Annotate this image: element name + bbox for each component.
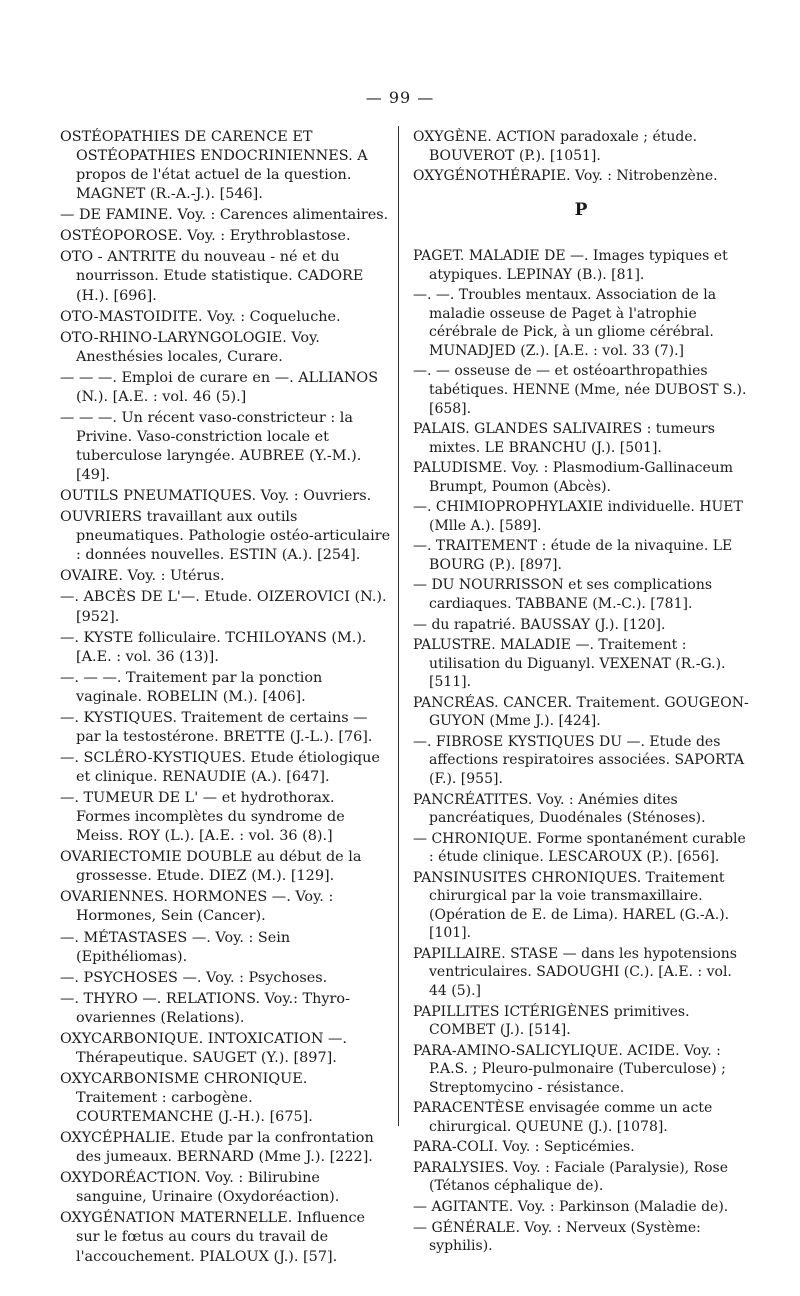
- section-letter: P: [574, 199, 588, 220]
- index-entry: OXYGÈNE. ACTION paradoxale ; étude. BOUVEROT (P.). [1051].: [413, 129, 698, 164]
- index-entry: — — —. Un récent vaso-constricteur : la Privine. Vaso-constriction locale et tuberculose laryngée. AUBREE (Y.-M.). [49].: [60, 409, 362, 484]
- index-entry: PAPILLITES ICTÉRIGÈNES primitives. COMBET (J.). [514].: [413, 1003, 690, 1039]
- index-entry: —. KYSTIQUES. Traitement de certains — par la testostérone. BRETTE (J.-L.). [76].: [60, 709, 373, 745]
- index-entry: —. —. Troubles mentaux. Association de la maladie osseuse de Paget à l'atrophie cérébrale de Pick, à un gliome cérébral. MUNADJED (Z.). [A.E. : vol. 33 (7).]: [413, 287, 717, 359]
- index-entry: PARA-AMINO-SALICYLIQUE. ACIDE. Voy. : P.A.S. ; Pleuro-pulmonaire (Tuberculose) ; Streptomycino - résistance.: [413, 1042, 726, 1096]
- index-entry: —. PSYCHOSES —. Voy. : Psychoses.: [60, 969, 328, 986]
- index-entry: OUTILS PNEUMATIQUES. Voy. : Ouvriers.: [60, 488, 372, 505]
- index-entry: OTO-RHINO-LARYNGOLOGIE. Voy. Anesthésies locales, Curare.: [60, 329, 320, 365]
- index-entry: OXYGÉNATION MATERNELLE. Influence sur le fœtus au cours du travail de l'accouchement. PIALOUX (J.). [57].: [60, 1210, 366, 1265]
- index-entry: — GÉNÉRALE. Voy. : Nerveux (Système: syphilis).: [413, 1219, 701, 1255]
- column-divider: [398, 126, 399, 1126]
- index-entry: OXYCARBONISME CHRONIQUE. Traitement : carbogène. COURTEMANCHE (J.-H.). [675].: [60, 1070, 313, 1126]
- index-entry: PANCRÉAS. CANCER. Traitement. GOUGEON-GUYON (Mme J.). [424].: [413, 694, 749, 730]
- index-entry: PARALYSIES. Voy. : Faciale (Paralysie), Rose (Tétanos céphalique de).: [413, 1159, 729, 1195]
- index-entry: OXYGÉNOTHÉRAPIE. Voy. : Nitrobenzène.: [413, 168, 718, 185]
- index-entry: OSTÉOPOROSE. Voy. : Erythroblastose.: [60, 228, 351, 245]
- right-column: [413, 128, 749, 1258]
- index-entry: — AGITANTE. Voy. : Parkinson (Maladie de).: [413, 1198, 729, 1215]
- index-entry: PARACENTÈSE envisagée comme un acte chirurgical. QUEUNE (J.). [1078].: [413, 1100, 713, 1135]
- index-entry: —. KYSTE folliculaire. TCHILOYANS (M.). [A.E. : vol. 36 (13)].: [60, 629, 367, 665]
- index-entry: —. — —. Traitement par la ponction vaginale. ROBELIN (M.). [406].: [60, 669, 323, 705]
- index-entry: PALUDISME. Voy. : Plasmodium-Gallinaceum Brumpt, Poumon (Abcès).: [413, 460, 734, 495]
- index-entry: — DE FAMINE. Voy. : Carences alimentaires.: [60, 207, 389, 224]
- index-entry: PARA-COLI. Voy. : Septicémies.: [413, 1139, 635, 1156]
- index-entry: PANSINUSITES CHRONIQUES. Traitement chirurgical par la voie transmaxillaire. (Opération de E. de Lima). HAREL (G.-A.). [101].: [413, 869, 730, 942]
- index-entry: OTO - ANTRITE du nouveau - né et du nourrisson. Etude statistique. CADORE (H.). [696].: [60, 249, 364, 304]
- index-entry: OTO-MASTOIDITE. Voy. : Coqueluche.: [60, 308, 341, 325]
- index-entry: OXYCÉPHALIE. Etude par la confrontation des jumeaux. BERNARD (Mme J.). [222].: [60, 1130, 374, 1166]
- index-entry: OVAIRE. Voy. : Utérus.: [60, 568, 225, 585]
- index-entry: —. TUMEUR DE L' — et hydrothorax. Formes incomplètes du syndrome de Meiss. ROY (L.). [A.E. : vol. 36 (8).]: [60, 790, 345, 845]
- index-entry: OXYDORÉACTION. Voy. : Bilirubine sanguine, Urinaire (Oxydoréaction).: [60, 1170, 340, 1206]
- index-entry: OVARIENNES. HORMONES —. Voy. : Hormones, Sein (Cancer).: [60, 889, 334, 925]
- index-entry: OVARIECTOMIE DOUBLE au début de la grossesse. Etude. DIEZ (M.). [129].: [60, 849, 362, 885]
- index-entry: — DU NOURRISSON et ses complications cardiaques. TABBANE (M.-C.). [781].: [413, 577, 713, 613]
- index-entry: —. TRAITEMENT : étude de la nivaquine. LE BOURG (P.). [897].: [413, 538, 733, 573]
- index-entry: PANCRÉATITES. Voy. : Anémies dites pancréatiques, Duodénales (Sténoses).: [413, 791, 706, 827]
- index-entry: PAPILLAIRE. STASE — dans les hypotensions ventriculaires. SADOUGHI (C.). [A.E. : vol. 44 (5).]: [413, 945, 737, 999]
- left-column: [60, 128, 392, 1269]
- index-entry: OXYCARBONIQUE. INTOXICATION —. Thérapeutique. SAUGET (Y.). [897].: [60, 1030, 347, 1066]
- index-entry: PAGET. MALADIE DE —. Images typiques et atypiques. LEPINAY (B.). [81].: [413, 248, 728, 283]
- right-column-bottom-entries: [413, 247, 749, 1255]
- index-entry: —. FIBROSE KYSTIQUES DU —. Etude des affections respiratoires associées. SAPORTA (F.). [955].: [413, 733, 745, 787]
- index-entry: OSTÉOPATHIES DE CARENCE ET OSTÉOPATHIES ENDOCRINIENNES. A propos de l'état actuel de la question. MAGNET (R.-A.-J.). [546].: [60, 129, 368, 203]
- index-entry: OUVRIERS travaillant aux outils pneumatiques. Pathologie ostéo-articulaire : données nouvelles. ESTIN (A.). [254].: [60, 509, 391, 564]
- index-entry: —. SCLÉRO-KYSTIQUES. Etude étiologique et clinique. RENAUDIE (A.). [647].: [60, 749, 380, 785]
- index-entry: —. CHIMIOPROPHYLAXIE individuelle. HUET (Mlle A.). [589].: [413, 499, 743, 534]
- index-entry: PALUSTRE. MALADIE —. Traitement : utilisation du Diguanyl. VEXENAT (R.-G.). [511].: [413, 637, 726, 691]
- index-entry: —. MÉTASTASES —. Voy. : Sein (Epithéliomas).: [60, 929, 291, 965]
- index-entry: — du rapatrié. BAUSSAY (J.). [120].: [413, 616, 666, 633]
- index-entry: —. — osseuse de — et ostéoarthropathies tabétiques. HENNE (Mme, née DUBOST S.). [658].: [413, 363, 747, 417]
- index-entry: —. THYRO —. RELATIONS. Voy.: Thyro-ovariennes (Relations).: [60, 990, 350, 1026]
- index-entry: PALAIS. GLANDES SALIVAIRES : tumeurs mixtes. LE BRANCHU (J.). [501].: [413, 421, 715, 456]
- page-number: — 99 —: [365, 88, 435, 107]
- index-entry: — — —. Emploi de curare en —. ALLIANOS (N.). [A.E. : vol. 46 (5).]: [60, 369, 379, 405]
- index-entry: — CHRONIQUE. Forme spontanément curable : étude clinique. LESCAROUX (P.). [656].: [413, 830, 746, 866]
- right-column-top-entries: [413, 128, 749, 186]
- index-entry: —. ABCÈS DE L'—. Etude. OIZEROVICI (N.). [952].: [60, 589, 387, 625]
